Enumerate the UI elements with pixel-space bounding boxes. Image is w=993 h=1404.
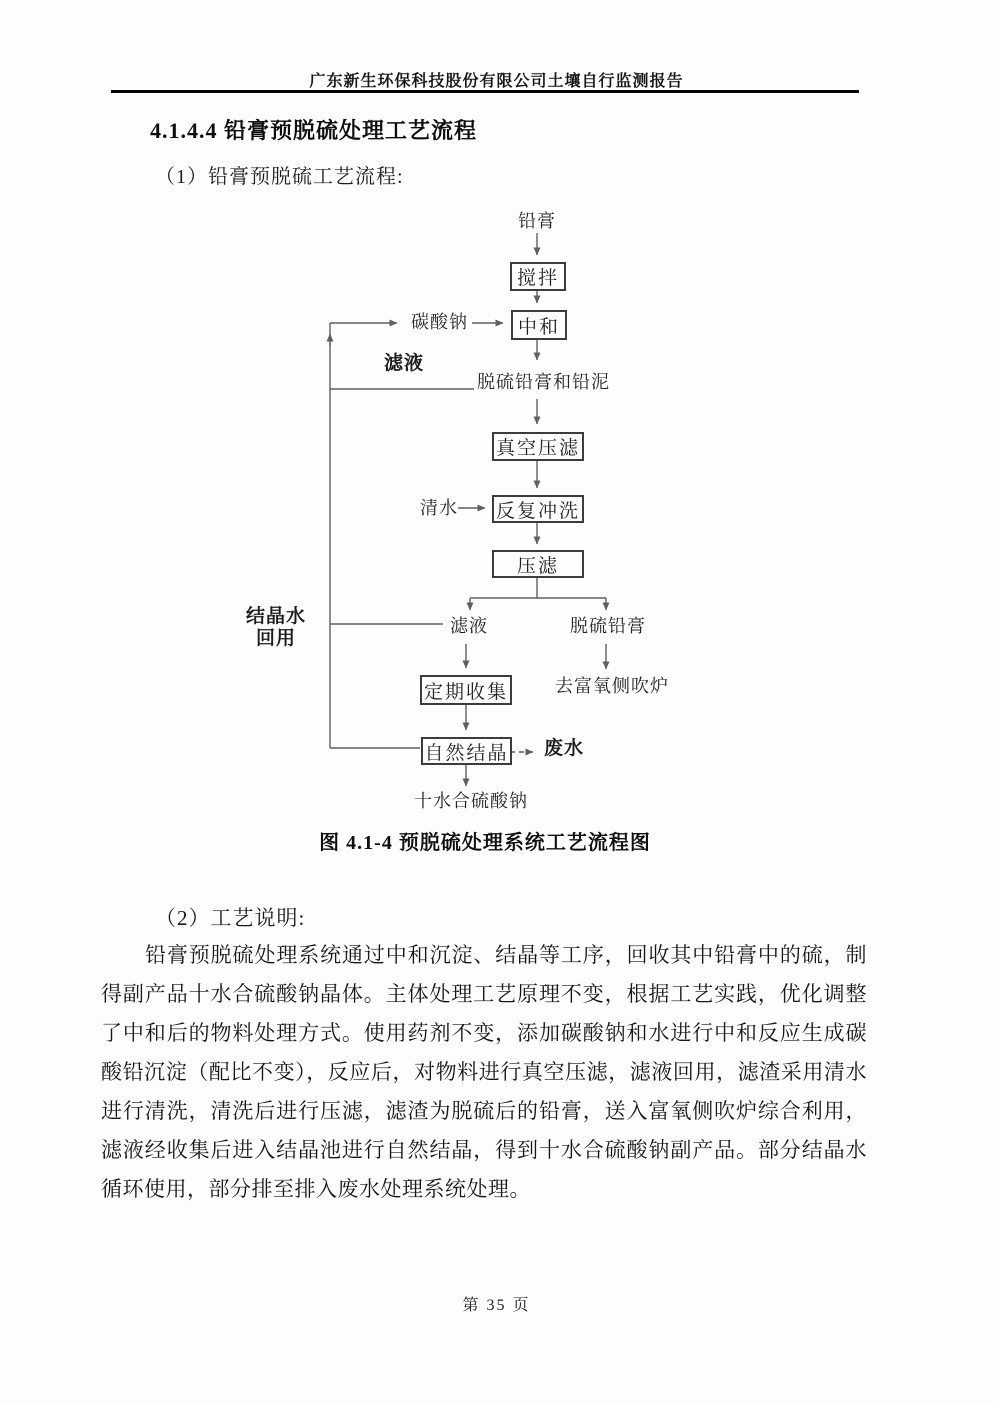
subsection-2-label: （2）工艺说明: xyxy=(155,906,306,930)
node-product-sodium-sulfate: 十水合硫酸钠 xyxy=(414,791,528,811)
node-desulf-paste-and-mud: 脱硫铅膏和铅泥 xyxy=(477,372,610,392)
node-box-vacuum-filter: 真空压滤 xyxy=(492,432,584,461)
node-box-natural-crystallize: 自然结晶 xyxy=(421,737,512,765)
process-description-paragraph: 铅膏预脱硫处理系统通过中和沉淀、结晶等工序，回收其中铅膏中的硫，制得副产品十水合硫酸钠晶体。主体处理工艺原理不变，根据工艺实践，优化调整了中和后的物料处理方式。使用药剂不变，添加碳酸钠和水进行中和反应生成碳酸铅沉淀（配比不变），反应后，对物料进行真空压滤，滤液回用，滤渣采用清水进行清洗，清洗后进行压滤，滤渣为脱硫后的铅膏，送入富氧侧吹炉综合利用，滤液经收集后进入结晶池进行自然结晶，得到十水合硫酸钠副产品。部分结晶水循环使用，部分排至排入废水处理系统处理。 xyxy=(101,943,867,1201)
node-waste-water: 废水 xyxy=(544,738,585,759)
page-header-title: 广东新生环保科技股份有限公司土壤自行监测报告 xyxy=(309,73,684,90)
crystal-water-line1: 结晶水 xyxy=(245,606,306,627)
figure-caption: 图 4.1-4 预脱硫处理系统工艺流程图 xyxy=(319,832,651,854)
header-rule xyxy=(111,90,859,93)
node-to-oxygen-furnace: 去富氧侧吹炉 xyxy=(555,676,669,696)
subsection-1-label: （1）铅膏预脱硫工艺流程: xyxy=(155,166,404,188)
node-clean-water: 清水 xyxy=(420,498,458,518)
node-box-stir: 搅拌 xyxy=(510,262,566,291)
node-box-periodic-collect: 定期收集 xyxy=(420,675,512,705)
node-box-press-filter: 压滤 xyxy=(492,550,584,578)
node-lead-paste: 铅膏 xyxy=(518,211,556,231)
node-crystal-water-reuse xyxy=(241,606,311,650)
page-number: 第 35 页 xyxy=(462,1297,531,1314)
node-sodium-carbonate: 碳酸钠 xyxy=(411,312,468,332)
node-desulf-paste: 脱硫铅膏 xyxy=(570,616,646,636)
node-filtrate-top: 滤液 xyxy=(384,353,425,374)
section-heading: 4.1.4.4 铅膏预脱硫处理工艺流程 xyxy=(150,118,478,143)
node-box-repeat-rinse: 反复冲洗 xyxy=(492,495,584,523)
node-box-neutralize: 中和 xyxy=(511,310,567,340)
node-filtrate: 滤液 xyxy=(450,616,488,636)
crystal-water-line2: 回用 xyxy=(255,628,296,649)
